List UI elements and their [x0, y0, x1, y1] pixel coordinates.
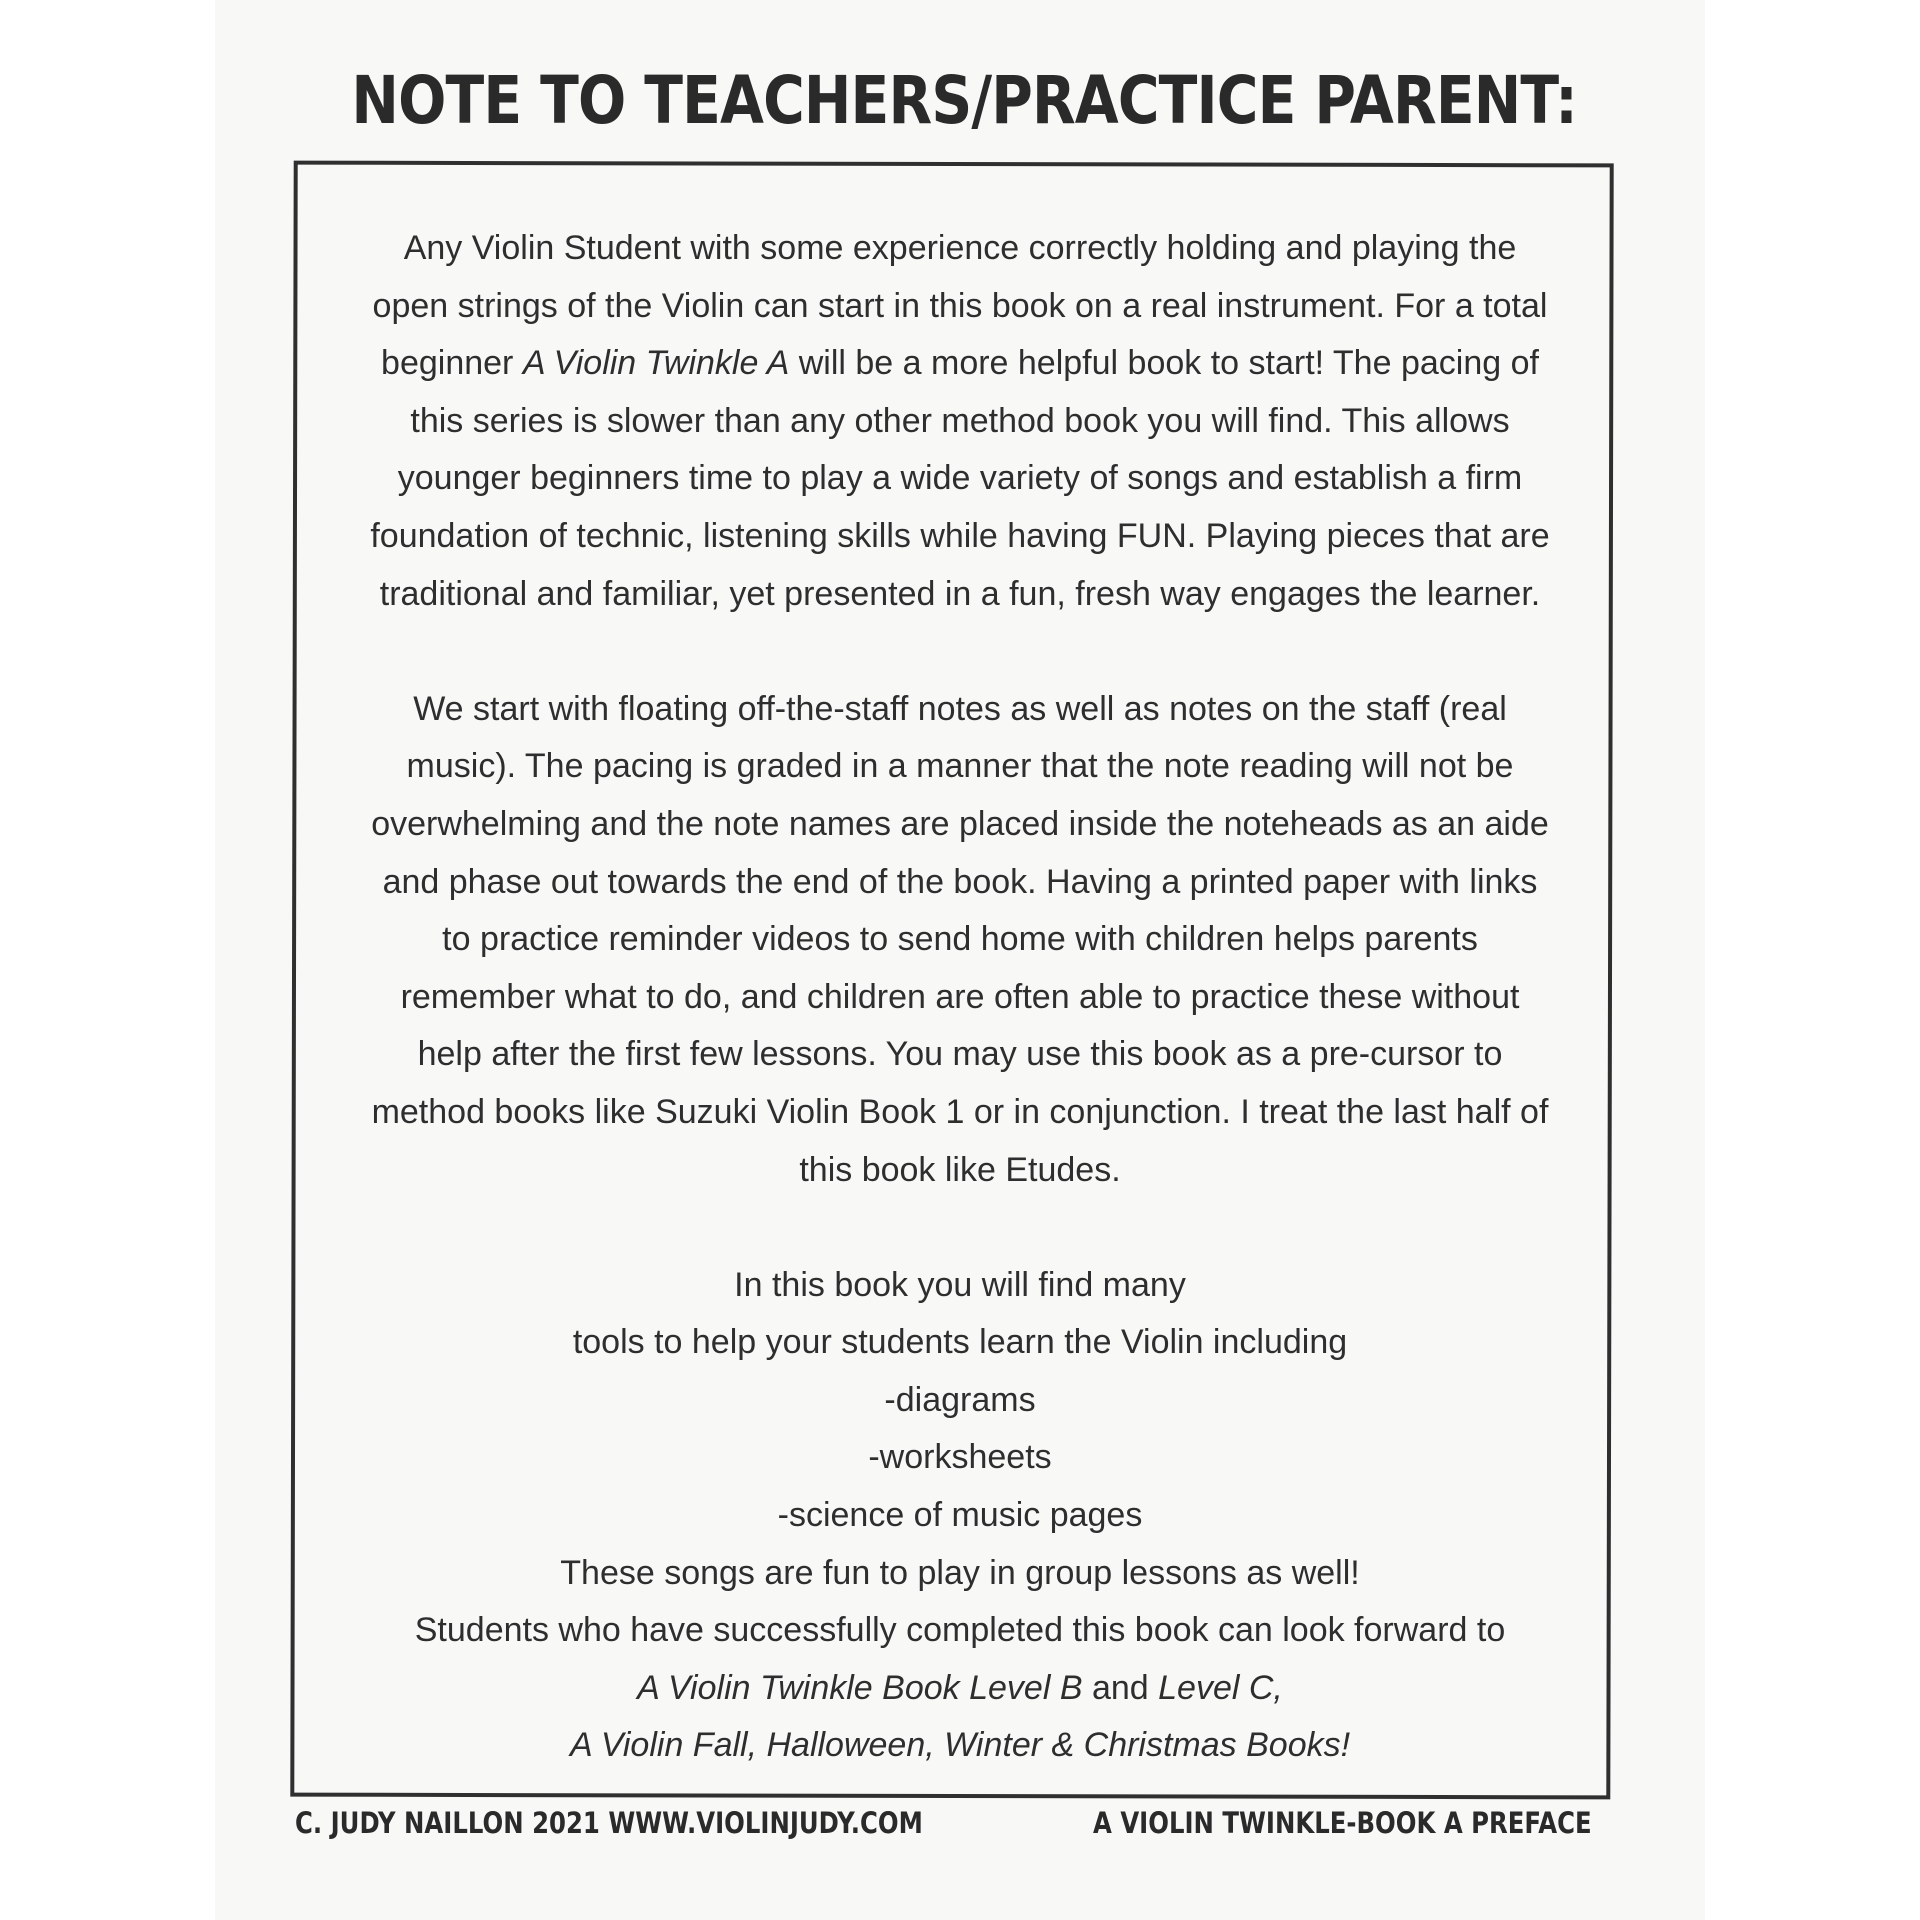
tools-intro-line: In this book you will find many: [734, 1265, 1186, 1304]
paragraph-1-line: open strings of the Violin can start in this book on a real instrument. For a total: [372, 286, 1548, 325]
text-run: beginner: [381, 344, 523, 383]
paragraph-1-line: this series is slower than any other method book you will find. This allows: [410, 401, 1510, 440]
footer-book-label: A VIOLIN TWINKLE-BOOK A PREFACE: [1093, 1806, 1592, 1840]
tool-list-item: -worksheets: [868, 1438, 1052, 1477]
paragraph-1-line: Any Violin Student with some experience correctly holding and playing the: [403, 229, 1517, 267]
paragraph-2-line: overwhelming and the note names are placed inside the noteheads as an aide: [371, 804, 1549, 843]
tool-list-item: -diagrams: [884, 1380, 1036, 1419]
footer-copyright: C. JUDY NAILLON 2021 WWW.VIOLINJUDY.COM: [295, 1806, 923, 1840]
book-title-level-c: Level C,: [1158, 1668, 1283, 1707]
paragraph-2-line: remember what to do, and children are often able to practice these without: [400, 977, 1520, 1016]
page-title: NOTE TO TEACHERS/PRACTICE PARENT:: [351, 62, 1577, 139]
text-run: will be a more helpful book to start! The pacing of: [789, 344, 1539, 383]
paragraph-2-line: to practice reminder videos to send home with children helps parents: [442, 920, 1478, 959]
tools-intro-line: tools to help your students learn the Violin including: [572, 1323, 1348, 1362]
paragraph-spacer: [310, 1199, 1610, 1257]
seasonal-books-line: A Violin Fall, Halloween, Winter & Christmas Books!: [569, 1726, 1351, 1765]
text-run: and: [1082, 1668, 1159, 1707]
paragraph-2-line: and phase out towards the end of the book. Having a printed paper with links: [382, 862, 1538, 901]
paragraph-spacer: [310, 623, 1610, 681]
paragraph-2-line: We start with floating off-the-staff notes as well as notes on the staff (real: [413, 689, 1507, 728]
paragraph-1-line: traditional and familiar, yet presented in a fun, fresh way engages the learner.: [379, 574, 1541, 613]
paragraph-2-line: method books like Suzuki Violin Book 1 or in conjunction. I treat the last half of: [371, 1092, 1549, 1131]
paragraph-1-line: younger beginners time to play a wide variety of songs and establish a firm: [397, 459, 1523, 498]
book-title-twinkle-a: A Violin Twinkle A: [522, 344, 790, 383]
paragraph-2-line: this book like Etudes.: [799, 1150, 1121, 1189]
preface-body: [310, 220, 1610, 1775]
tool-list-item: -science of music pages: [777, 1496, 1143, 1535]
next-steps-line: Students who have successfully completed this book can look forward to: [414, 1611, 1506, 1650]
paragraph-2-line: help after the first few lessons. You may use this book as a pre-cursor to: [417, 1035, 1503, 1074]
next-books-line: [310, 1660, 1610, 1718]
group-lessons-note: These songs are fun to play in group lessons as well!: [560, 1553, 1360, 1592]
paragraph-1-line: foundation of technic, listening skills while having FUN. Playing pieces that are: [370, 516, 1550, 555]
paragraph-2-line: music). The pacing is graded in a manner that the note reading will not be: [406, 747, 1514, 786]
paragraph-1-line: [310, 335, 1610, 393]
book-title-level-b: A Violin Twinkle Book Level B: [637, 1668, 1083, 1707]
